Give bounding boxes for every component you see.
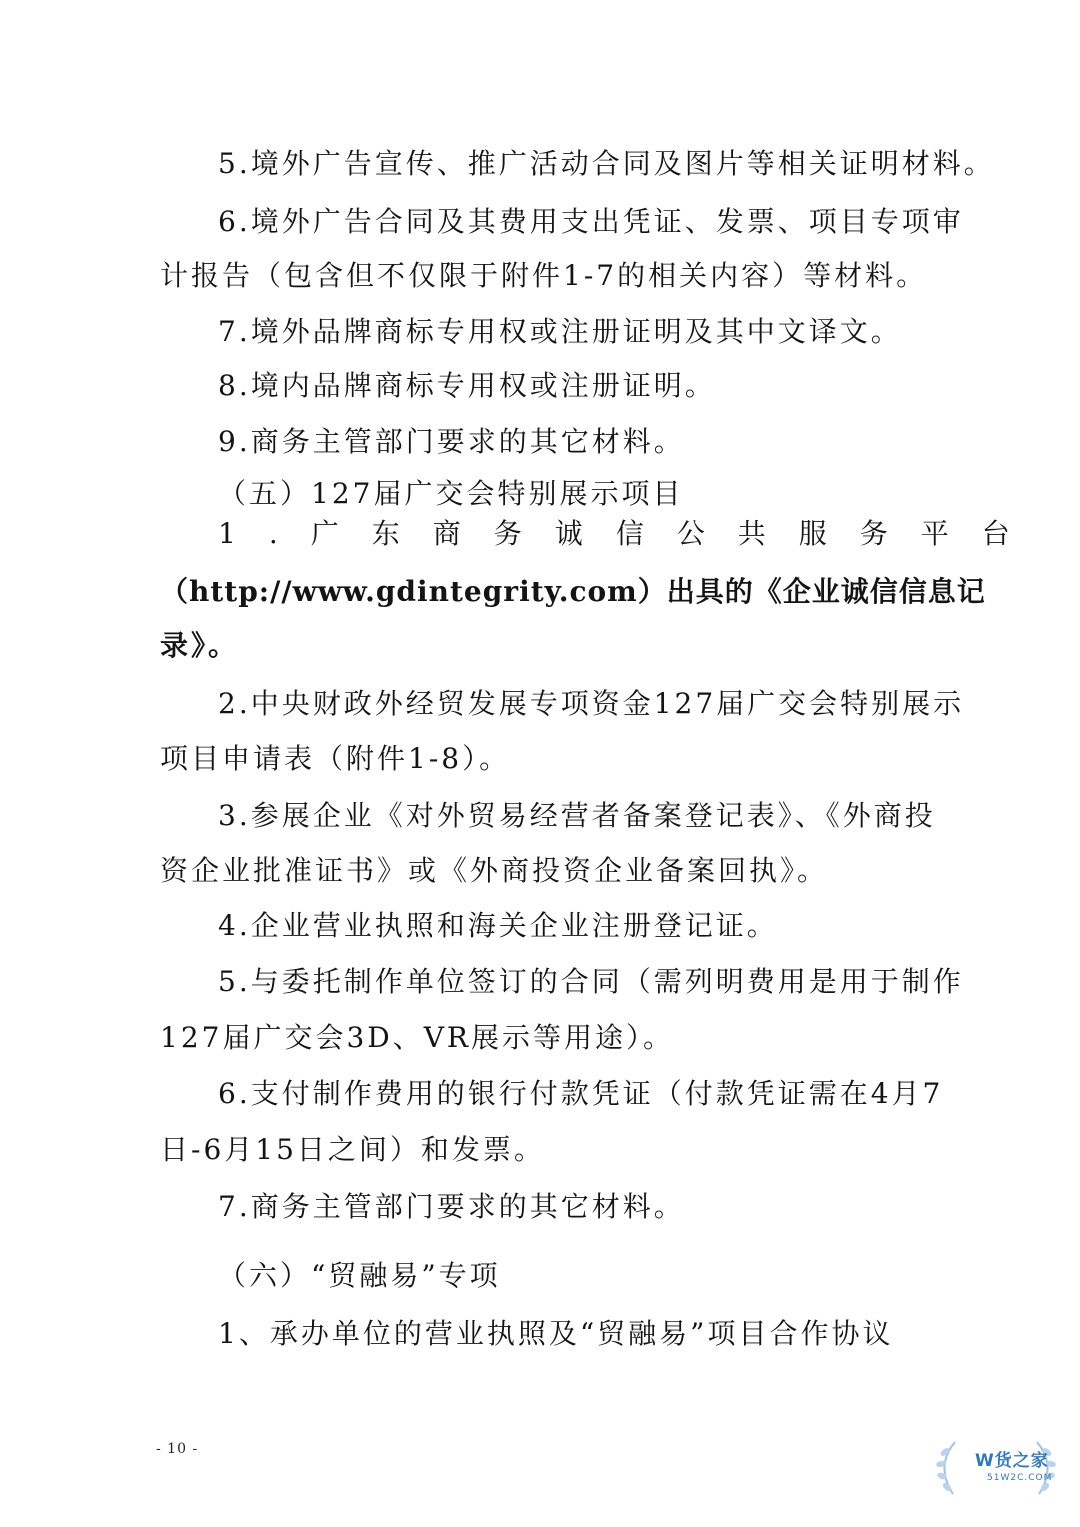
item-7-overseas-trademark: 7.境外品牌商标专用权或注册证明及其中文译文。: [218, 315, 902, 348]
section-heading-five: （五）127届广交会特别展示项目: [218, 477, 684, 510]
section-heading-six: （六）“贸融易”专项: [218, 1259, 501, 1292]
s5-item-1-platform: [218, 517, 1043, 550]
s5-item-1-url: （http://www.gdintegrity.com）出具的《企业诚信信息记: [160, 575, 986, 608]
item-9-other-materials: 9.商务主管部门要求的其它材料。: [218, 425, 685, 458]
item-5-ad-materials: 5.境外广告宣传、推广活动合同及图片等相关证明材料。: [218, 147, 995, 180]
s5-item-1-text: 1.广东商务诚信公共服务平台: [218, 517, 1043, 550]
s5-item-6-payment: 6.支付制作费用的银行付款凭证（付款凭证需在4月7: [218, 1077, 944, 1110]
s5-item-1-end: 录》。: [160, 629, 240, 662]
s5-item-4-license: 4.企业营业执照和海关企业注册登记证。: [218, 909, 778, 942]
s5-item-6-continued: 日-6月15日之间）和发票。: [160, 1133, 545, 1166]
s5-item-2-form: 2.中央财政外经贸发展专项资金127届广交会特别展示: [218, 687, 965, 720]
s5-item-3-registration: 3.参展企业《对外贸易经营者备案登记表》、《外商投: [218, 799, 936, 832]
s5-item-2-continued: 项目申请表（附件1-8）。: [160, 742, 511, 775]
item-6-ad-contract: 6.境外广告合同及其费用支出凭证、发票、项目专项审: [218, 205, 964, 238]
s5-item-5-contract: 5.与委托制作单位签订的合同（需列明费用是用于制作: [218, 965, 964, 998]
page-number: - 10 -: [156, 1441, 199, 1457]
watermark-domain: 51W2C.COM: [987, 1473, 1053, 1483]
s5-item-3-continued: 资企业批准证书》或《外商投资企业备案回执》。: [160, 854, 829, 887]
s5-item-5-continued: 127届广交会3D、VR展示等用途）。: [160, 1021, 675, 1054]
s6-item-1-license: 1、承办单位的营业执照及“贸融易”项目合作协议: [218, 1317, 894, 1350]
site-watermark: [925, 1428, 1065, 1508]
item-6-continued: 计报告（包含但不仅限于附件1-7的相关内容）等材料。: [160, 259, 928, 292]
watermark-brand: W货之家: [975, 1451, 1049, 1471]
s5-item-7-other-materials: 7.商务主管部门要求的其它材料。: [218, 1190, 685, 1223]
item-8-domestic-trademark: 8.境内品牌商标专用权或注册证明。: [218, 369, 716, 402]
